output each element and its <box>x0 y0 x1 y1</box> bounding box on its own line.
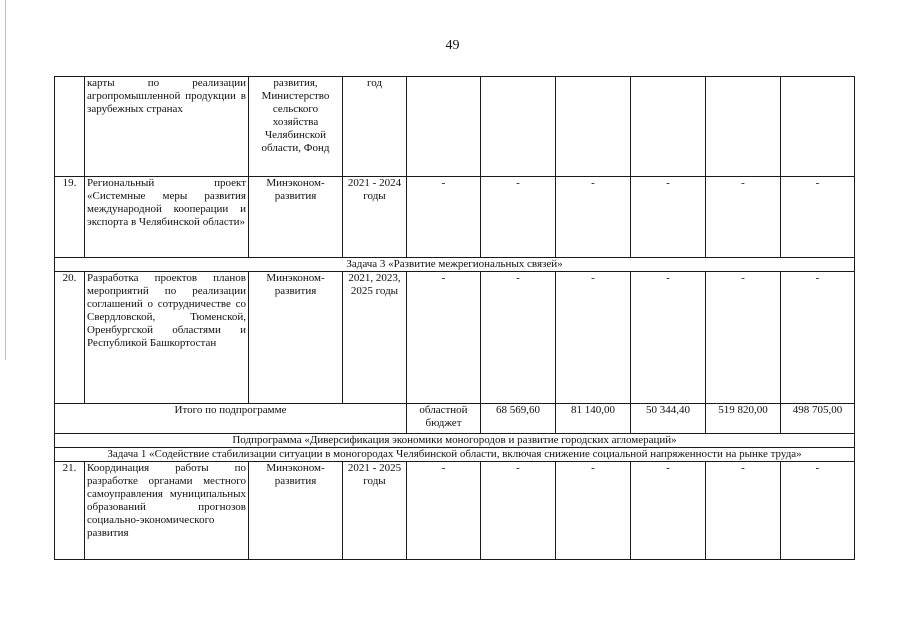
period: 2021 - 2025 годы <box>343 462 407 560</box>
value-cell <box>781 77 855 177</box>
subprogram-heading: Подпрограмма «Диверсификация экономики моногородов и развитие городских агломераций» <box>55 434 855 448</box>
value-cell: - <box>781 462 855 560</box>
value-cell: - <box>556 177 631 258</box>
section-row <box>55 448 855 462</box>
period: год <box>343 77 407 177</box>
period: 2021, 2023, 2025 годы <box>343 272 407 404</box>
value-cell: - <box>631 272 706 404</box>
total-label: Итого по подпрограмме <box>55 404 407 434</box>
executor: развития, Министерство сельского хозяйства Челябинской области, Фонд <box>249 77 343 177</box>
section-row <box>55 434 855 448</box>
amount-cell: 519 820,00 <box>706 404 781 434</box>
value-cell: - <box>631 462 706 560</box>
value-cell: - <box>706 177 781 258</box>
value-cell: - <box>781 272 855 404</box>
value-cell: - <box>781 177 855 258</box>
table-row <box>55 177 855 258</box>
value-cell: - <box>481 462 556 560</box>
activity-name: Координация работы по разработке органами местного самоуправления муниципальных образований прогнозов социально-экономического развития <box>85 462 249 560</box>
value-cell: - <box>631 177 706 258</box>
section-row <box>55 258 855 272</box>
program-table <box>54 76 855 560</box>
value-cell: - <box>407 462 481 560</box>
value-cell: - <box>556 272 631 404</box>
activity-name: Разработка проектов планов мероприятий по реализации соглашений о сотрудничестве со Свердловской, Тюменской, Оренбургской областями и Республикой Башкортостан <box>85 272 249 404</box>
period: 2021 - 2024 годы <box>343 177 407 258</box>
total-row <box>55 404 855 434</box>
value-cell: - <box>706 272 781 404</box>
row-number: 21. <box>55 462 85 560</box>
activity-name: карты по реализации агропромышленной продукции в зарубежных странах <box>85 77 249 177</box>
table-row <box>55 462 855 560</box>
section-heading: Задача 3 «Развитие межрегиональных связей» <box>55 258 855 272</box>
value-cell: - <box>556 462 631 560</box>
value-cell: - <box>706 462 781 560</box>
executor: Минэконом-развития <box>249 272 343 404</box>
scan-edge-line <box>5 0 6 360</box>
activity-name: Региональный проект «Системные меры развития международной кооперации и экспорта в Челябинской области» <box>85 177 249 258</box>
value-cell <box>706 77 781 177</box>
table-row <box>55 77 855 177</box>
amount-cell: 81 140,00 <box>556 404 631 434</box>
page-number: 49 <box>445 38 460 53</box>
value-cell: - <box>481 177 556 258</box>
section-heading: Задача 1 «Содействие стабилизации ситуации в моногородах Челябинской области, включая снижение социальной напряженности на рынке труда» <box>55 448 855 462</box>
row-number: 19. <box>55 177 85 258</box>
value-cell <box>631 77 706 177</box>
value-cell: - <box>481 272 556 404</box>
executor: Минэконом-развития <box>249 462 343 560</box>
row-number <box>55 77 85 177</box>
value-cell <box>407 77 481 177</box>
value-cell <box>481 77 556 177</box>
row-number: 20. <box>55 272 85 404</box>
amount-cell: 498 705,00 <box>781 404 855 434</box>
table-row <box>55 272 855 404</box>
value-cell: - <box>407 272 481 404</box>
amount-cell: 68 569,60 <box>481 404 556 434</box>
executor: Минэконом-развития <box>249 177 343 258</box>
amount-cell: 50 344,40 <box>631 404 706 434</box>
value-cell <box>556 77 631 177</box>
funding-source: областной бюджет <box>407 404 481 434</box>
value-cell: - <box>407 177 481 258</box>
